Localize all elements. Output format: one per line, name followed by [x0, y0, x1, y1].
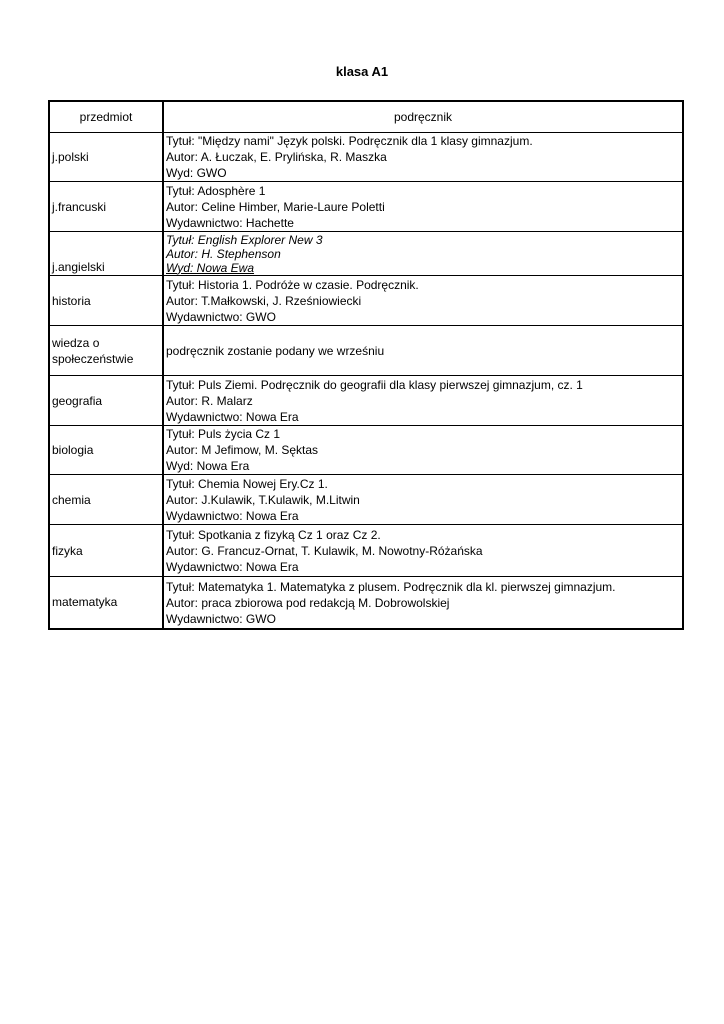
subject-cell: j.polski	[49, 133, 163, 182]
table-row	[49, 182, 683, 232]
book-title-line: Tytuł: Spotkania z fizyką Cz 1 oraz Cz 2.	[166, 527, 381, 542]
book-cell	[163, 133, 683, 182]
book-author-line: Autor: R. Malarz	[166, 393, 253, 408]
book-publisher-line: Wydawnictwo: Hachette	[166, 215, 294, 230]
table-row	[49, 577, 683, 629]
subject-cell: geografia	[49, 376, 163, 426]
table-row	[49, 475, 683, 525]
textbook-table	[48, 100, 684, 630]
book-cell	[163, 232, 683, 276]
table-row	[49, 232, 683, 276]
table-row	[49, 133, 683, 182]
book-author-line: Autor: M Jefimow, M. Sęktas	[166, 443, 319, 457]
subject-cell: j.angielski	[49, 232, 163, 276]
subject-cell	[49, 326, 163, 376]
table-row	[49, 376, 683, 426]
book-author-line: Autor: A. Łuczak, E. Prylińska, R. Maszka	[166, 150, 387, 164]
subject-cell: matematyka	[49, 577, 163, 629]
book-title-line: Tytuł: Puls życia Cz 1	[166, 427, 281, 441]
table-row	[49, 525, 683, 577]
table-row	[49, 276, 683, 326]
book-cell	[163, 276, 683, 326]
book-cell	[163, 426, 683, 475]
book-author-line: Autor: G. Francuz-Ornat, T. Kulawik, M. Nowotny-Różańska	[166, 543, 483, 558]
book-cell	[163, 577, 683, 629]
book-author-line: Autor: Celine Himber, Marie-Laure Poletti	[166, 199, 385, 214]
header-subject: przedmiot	[49, 101, 163, 133]
header-book: podręcznik	[163, 101, 683, 133]
book-title-line: Tytuł: Puls Ziemi. Podręcznik do geografii dla klasy pierwszej gimnazjum, cz. 1	[166, 377, 583, 392]
book-cell	[163, 475, 683, 525]
subject-line: wiedza o	[52, 335, 100, 350]
book-publisher-line: Wydawnictwo: Nowa Era	[166, 559, 299, 574]
subject-cell: biologia	[49, 426, 163, 475]
book-cell	[163, 525, 683, 577]
page-title: klasa A1	[335, 64, 389, 79]
table-row	[49, 426, 683, 475]
book-title-line: Tytuł: "Między nami" Język polski. Podręcznik dla 1 klasy gimnazjum.	[166, 134, 533, 148]
subject-cell: historia	[49, 276, 163, 326]
book-publisher-line: Wyd: GWO	[166, 166, 227, 180]
book-title-line: Tytuł: Matematyka 1. Matematyka z plusem. Podręcznik dla kl. pierwszej gimnazjum.	[166, 580, 616, 595]
book-cell	[163, 182, 683, 232]
table-header-row	[49, 101, 683, 133]
book-title-line: Tytuł: Adosphère 1	[166, 183, 266, 198]
book-author-line: Autor: H. Stephenson	[166, 246, 281, 261]
subject-cell: fizyka	[49, 525, 163, 577]
table-row	[49, 326, 683, 376]
book-publisher-line: Wydawnictwo: GWO	[166, 309, 276, 324]
subject-cell: chemia	[49, 475, 163, 525]
subject-cell: j.francuski	[49, 182, 163, 232]
book-title-line: Tytuł: Chemia Nowej Ery.Cz 1.	[166, 476, 328, 491]
book-author-line: Autor: praca zbiorowa pod redakcją M. Dobrowolskiej	[166, 596, 450, 611]
book-note-line: podręcznik zostanie podany we wrześniu	[166, 343, 385, 358]
book-cell	[163, 376, 683, 426]
book-title-line: Tytuł: English Explorer New 3	[166, 232, 323, 247]
book-publisher-line: Wyd: Nowa Ewa	[166, 260, 255, 275]
book-publisher-line: Wydawnictwo: Nowa Era	[166, 409, 299, 424]
book-author-line: Autor: T.Małkowski, J. Rześniowiecki	[166, 293, 362, 308]
book-publisher-line: Wyd: Nowa Era	[166, 459, 250, 473]
book-author-line: Autor: J.Kulawik, T.Kulawik, M.Litwin	[166, 492, 360, 507]
book-cell	[163, 326, 683, 376]
subject-line: społeczeństwie	[52, 351, 134, 366]
book-title-line: Tytuł: Historia 1. Podróże w czasie. Podręcznik.	[166, 277, 419, 292]
book-publisher-line: Wydawnictwo: GWO	[166, 612, 276, 627]
book-publisher-line: Wydawnictwo: Nowa Era	[166, 508, 299, 523]
